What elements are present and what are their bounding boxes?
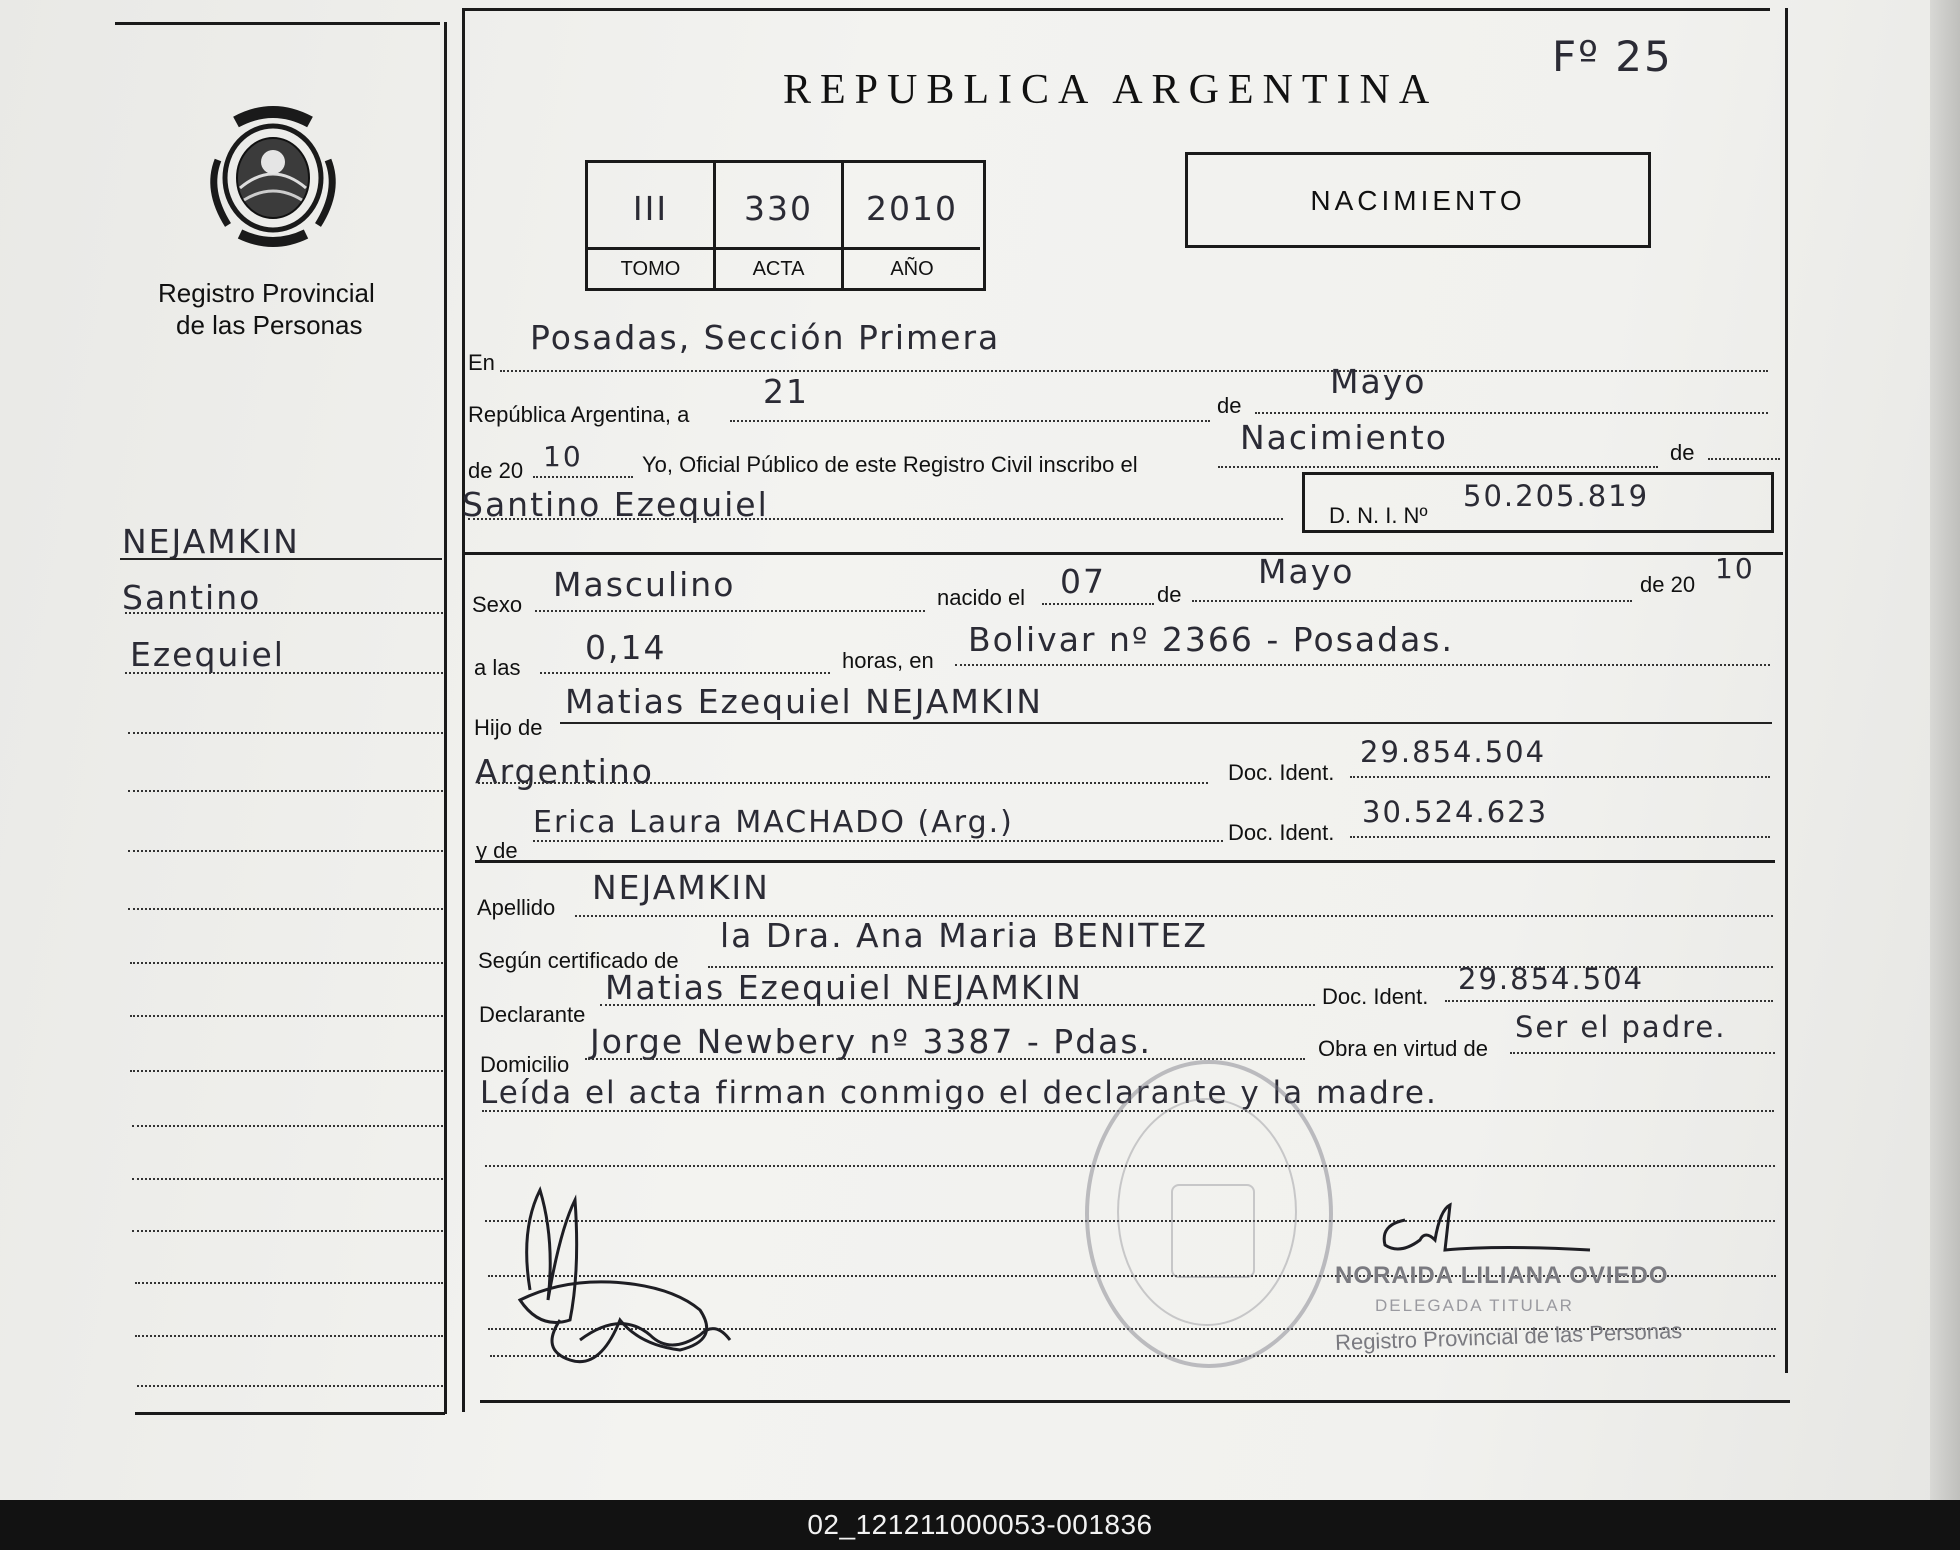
mother-name-line bbox=[533, 840, 1223, 842]
margin-line bbox=[135, 1335, 443, 1337]
nationality-line bbox=[478, 782, 1208, 784]
segun-value: la Dra. Ana Maria BENITEZ bbox=[720, 916, 1208, 955]
de-label: de bbox=[1217, 393, 1242, 418]
main-left-border bbox=[462, 8, 465, 1412]
record-type: NACIMIENTO bbox=[1310, 185, 1526, 216]
place-value: Bolivar nº 2366 - Posadas. bbox=[968, 620, 1454, 659]
country-title: REPUBLICA ARGENTINA bbox=[783, 67, 1439, 113]
main-right-border bbox=[1785, 8, 1788, 1373]
father-nationality: Argentino bbox=[475, 752, 654, 791]
mother-doc-label: Doc. Ident. bbox=[1228, 820, 1335, 845]
father-doc: 29.854.504 bbox=[1360, 735, 1547, 769]
apellido-value: NEJAMKIN bbox=[592, 868, 770, 907]
de-label-3: de bbox=[1157, 582, 1182, 607]
oficial-text: Yo, Oficial Público de este Registro Civil inscribo el bbox=[642, 452, 1138, 477]
de-line-2 bbox=[1708, 458, 1780, 460]
sexo-line bbox=[535, 610, 925, 612]
father-name-line bbox=[560, 722, 1772, 724]
child-name-line bbox=[468, 518, 1283, 520]
margin-line bbox=[137, 1385, 443, 1387]
officer-role: DELEGADA TITULAR bbox=[1375, 1296, 1574, 1315]
year-value: 10 bbox=[543, 440, 583, 473]
top-rule-right bbox=[465, 8, 1770, 11]
declarante-line bbox=[600, 1004, 1315, 1006]
de-label-2: de bbox=[1670, 440, 1695, 465]
margin-line bbox=[125, 672, 443, 674]
anio-cell bbox=[844, 163, 980, 288]
republica-label: República Argentina, a bbox=[468, 402, 690, 427]
record-type-box bbox=[1185, 152, 1651, 248]
birth-year-prefix: de 20 bbox=[1640, 572, 1696, 597]
registry-name-line1: Registro Provincial bbox=[158, 278, 375, 308]
image-id-footer bbox=[0, 1500, 1960, 1550]
inscribe-value: Nacimiento bbox=[1240, 418, 1448, 457]
birth-day: 07 bbox=[1060, 562, 1106, 601]
bottom-rule bbox=[480, 1400, 1790, 1403]
registry-name-line2: de las Personas bbox=[176, 310, 363, 340]
declarante-doc-label: Doc. Ident. bbox=[1322, 984, 1429, 1009]
year-prefix: de 20 bbox=[468, 458, 524, 483]
dni-box bbox=[1302, 472, 1774, 533]
nacido-label: nacido el bbox=[937, 585, 1026, 610]
father-doc-label: Doc. Ident. bbox=[1228, 760, 1335, 785]
margin-line bbox=[135, 1282, 443, 1284]
margin-divider bbox=[444, 22, 447, 1414]
birth-month-line bbox=[1192, 600, 1632, 602]
margin-given-name-1: Santino bbox=[122, 578, 262, 617]
year-line bbox=[533, 476, 633, 478]
margin-line bbox=[132, 1125, 443, 1127]
margin-line bbox=[128, 790, 443, 792]
acta-value: 330 bbox=[744, 189, 813, 228]
margin-line bbox=[128, 908, 443, 910]
month-line bbox=[1255, 412, 1768, 414]
father-name: Matias Ezequiel NEJAMKIN bbox=[565, 682, 1043, 721]
image-id: 02_121211000053-001836 bbox=[807, 1509, 1153, 1540]
margin-bottom-rule bbox=[135, 1412, 445, 1415]
provincial-seal-emblem bbox=[198, 100, 348, 250]
officer-signature bbox=[1360, 1200, 1600, 1270]
anio-label: AÑO bbox=[844, 247, 980, 288]
hijo-label: Hijo de bbox=[474, 715, 543, 740]
margin-line bbox=[130, 962, 443, 964]
birth-year-value: 10 bbox=[1715, 552, 1755, 585]
place-line bbox=[955, 664, 1770, 666]
acta-cell bbox=[716, 163, 844, 288]
dni-label: D. N. I. Nº bbox=[1329, 503, 1428, 528]
closing-text: Leída el acta firman conmigo el declarante y la madre. bbox=[480, 1075, 1438, 1111]
sexo-value: Masculino bbox=[553, 565, 736, 604]
en-value: Posadas, Sección Primera bbox=[530, 318, 1001, 357]
obra-line bbox=[1510, 1052, 1775, 1054]
margin-line bbox=[130, 1070, 443, 1072]
acta-label: ACTA bbox=[716, 247, 841, 288]
obra-value: Ser el padre. bbox=[1515, 1010, 1727, 1044]
anio-value: 2010 bbox=[866, 189, 958, 228]
yde-label: y de bbox=[476, 838, 518, 863]
hour-line bbox=[540, 672, 830, 674]
month-value: Mayo bbox=[1330, 362, 1427, 401]
horas-label: horas, en bbox=[842, 648, 934, 673]
alas-label: a las bbox=[474, 655, 521, 680]
officer-org: Registro Provincial de las Personas bbox=[1334, 1317, 1683, 1356]
margin-line bbox=[125, 612, 443, 614]
margin-line bbox=[130, 1015, 443, 1017]
margin-line bbox=[128, 732, 443, 734]
domicilio-label: Domicilio bbox=[480, 1052, 570, 1077]
tomo-value: III bbox=[632, 189, 669, 228]
declarante-doc: 29.854.504 bbox=[1458, 962, 1645, 996]
margin-line bbox=[132, 1178, 443, 1180]
mother-name: Erica Laura MACHADO (Arg.) bbox=[533, 805, 1014, 840]
tomo-label: TOMO bbox=[588, 247, 713, 288]
page-edge bbox=[1930, 0, 1960, 1500]
mother-doc-line bbox=[1350, 836, 1770, 838]
obra-label: Obra en virtud de bbox=[1318, 1036, 1488, 1061]
birth-day-line bbox=[1042, 603, 1154, 605]
margin-surname-rule bbox=[120, 558, 442, 560]
segun-label: Según certificado de bbox=[478, 948, 679, 973]
child-name: Santino Ezequiel bbox=[462, 485, 769, 524]
inscribe-line bbox=[1218, 466, 1658, 468]
en-line bbox=[500, 370, 1768, 372]
folio-number: Fº 25 bbox=[1552, 32, 1673, 81]
declarante-value: Matias Ezequiel NEJAMKIN bbox=[605, 968, 1083, 1007]
dni-value: 50.205.819 bbox=[1463, 479, 1650, 513]
margin-surname: NEJAMKIN bbox=[122, 522, 300, 561]
officer-name: NORAIDA LILIANA OVIEDO bbox=[1335, 1262, 1669, 1289]
section-rule-1 bbox=[465, 552, 1783, 555]
declarant-signature bbox=[500, 1170, 750, 1380]
domicilio-value: Jorge Newbery nº 3387 - Pdas. bbox=[590, 1022, 1153, 1061]
registry-stamp bbox=[1085, 1060, 1333, 1368]
birth-month: Mayo bbox=[1258, 552, 1355, 591]
stamp-emblem-icon bbox=[1171, 1184, 1255, 1278]
declarante-label: Declarante bbox=[479, 1002, 586, 1027]
mother-doc: 30.524.623 bbox=[1362, 795, 1549, 829]
record-number-table bbox=[585, 160, 986, 291]
margin-given-name-2: Ezequiel bbox=[130, 635, 285, 674]
margin-line bbox=[128, 850, 443, 852]
sexo-label: Sexo bbox=[472, 592, 523, 617]
top-rule-left bbox=[115, 22, 440, 25]
tomo-cell bbox=[588, 163, 716, 288]
en-label: En bbox=[468, 350, 495, 375]
section-rule-2 bbox=[475, 860, 1775, 863]
father-doc-line bbox=[1350, 776, 1770, 778]
apellido-label: Apellido bbox=[477, 895, 556, 920]
margin-line bbox=[132, 1230, 443, 1232]
hour-value: 0,14 bbox=[585, 628, 667, 667]
declarante-doc-line bbox=[1445, 1000, 1773, 1002]
day-value: 21 bbox=[763, 372, 809, 411]
day-line bbox=[730, 420, 1210, 422]
